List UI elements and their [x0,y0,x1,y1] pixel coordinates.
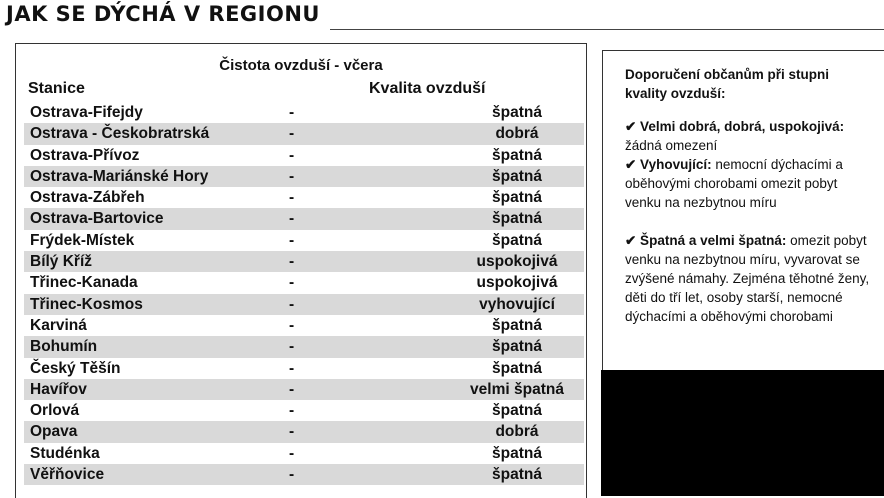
table-row [24,272,584,293]
table-row [24,443,584,464]
column-header-quality: Kvalita ovzduší [369,80,486,97]
separator-dash: - [289,125,295,143]
separator-dash: - [289,444,295,462]
quality-value: špatná [492,104,542,121]
station-name: Havířov [30,380,87,398]
column-header-station: Stanice [28,80,85,97]
headline-rule [330,29,884,30]
station-name: Orlová [30,402,80,420]
quality-value: špatná [492,359,542,377]
station-name: Bílý Kříž [30,253,93,271]
recommendations-box [602,50,884,370]
station-name: Ostrava-Zábřeh [30,189,145,207]
station-name: Ostrava-Bartovice [30,210,164,228]
separator-dash: - [289,253,295,271]
table-row [24,379,584,400]
separator-dash: - [289,466,295,484]
recommendations-title: Doporučení občanům při stupni kvality ovzduší: [625,67,830,101]
station-name: Opava [30,423,78,441]
table-row [24,123,584,144]
recommendation-text: žádná omezení [625,138,718,153]
separator-dash: - [289,338,295,356]
separator-dash: - [289,359,295,377]
recommendation-acceptable [625,155,870,212]
recommendation-text: omezit pobyt venku na nezbytnou míru, vyvarovat se zvýšené námahy. Zejména těhotné ženy, děti do tří let, osoby starší, nemocné dýchacími a oběhovými chorobami [625,233,870,324]
station-name: Ostrava-Fifejdy [30,104,143,121]
station-name: Třinec-Kosmos [30,295,143,313]
station-name: Ostrava - Českobratrská [30,125,210,143]
separator-dash: - [289,189,295,207]
recommendation-bad [625,231,870,326]
quality-value: špatná [492,444,542,462]
station-name: Třinec-Kanada [30,274,138,292]
quality-value: špatná [492,167,542,185]
table-row [24,145,584,166]
table-row [24,315,584,336]
air-quality-table [15,43,587,498]
quality-value: špatná [492,210,542,228]
table-title: Čistota ovzduší - včera [219,57,383,74]
quality-value: dobrá [495,125,539,143]
station-name: Studénka [30,444,100,462]
separator-dash: - [289,380,295,398]
station-name: Bohumín [30,338,98,356]
recommendation-text: nemocní dýchacími a oběhovými chorobami omezit pobyt venku na nezbytnou míru [625,157,843,210]
separator-dash: - [289,146,295,164]
table-row [24,208,584,229]
separator-dash: - [289,295,295,313]
quality-value: uspokojivá [476,274,558,292]
table-row [24,294,584,315]
table-row [24,187,584,208]
quality-value: vyhovující [479,295,555,313]
quality-value: uspokojivá [476,253,558,271]
separator-dash: - [289,316,295,334]
quality-value: špatná [492,316,542,334]
recommendation-good [625,117,870,155]
table-row [24,400,584,421]
table-row [24,421,584,442]
separator-dash: - [289,167,295,185]
quality-value: velmi špatná [470,380,564,398]
table-row [24,336,584,357]
recommendation-label: ✔ Špatná a velmi špatná: [625,233,787,248]
table-row [24,464,584,485]
separator-dash: - [289,402,295,420]
station-name: Ostrava-Přívoz [30,146,140,164]
station-name: Ostrava-Mariánské Hory [30,167,209,185]
separator-dash: - [289,274,295,292]
station-name: Karviná [30,316,87,334]
separator-dash: - [289,210,295,228]
black-block [601,370,884,496]
table-row [24,230,584,251]
quality-value: špatná [492,338,542,356]
station-name: Věřňovice [30,466,105,484]
quality-value: špatná [492,466,542,484]
quality-value: špatná [492,189,542,207]
quality-value: špatná [492,146,542,164]
table-row [24,251,584,272]
table-row [24,102,584,123]
table-row [24,358,584,379]
station-name: Frýdek-Místek [30,231,135,249]
table-rows [24,102,584,485]
separator-dash: - [289,423,295,441]
recommendation-label: ✔ Velmi dobrá, dobrá, uspokojivá: [625,119,845,134]
quality-value: dobrá [495,423,539,441]
separator-dash: - [289,104,295,121]
table-row [24,166,584,187]
station-name: Český Těšín [30,359,121,377]
recommendation-label: ✔ Vyhovující: [625,157,712,172]
quality-value: špatná [492,231,542,249]
headline: JAK SE DÝCHÁ V REGIONU [6,2,320,26]
separator-dash: - [289,231,295,249]
quality-value: špatná [492,402,542,420]
